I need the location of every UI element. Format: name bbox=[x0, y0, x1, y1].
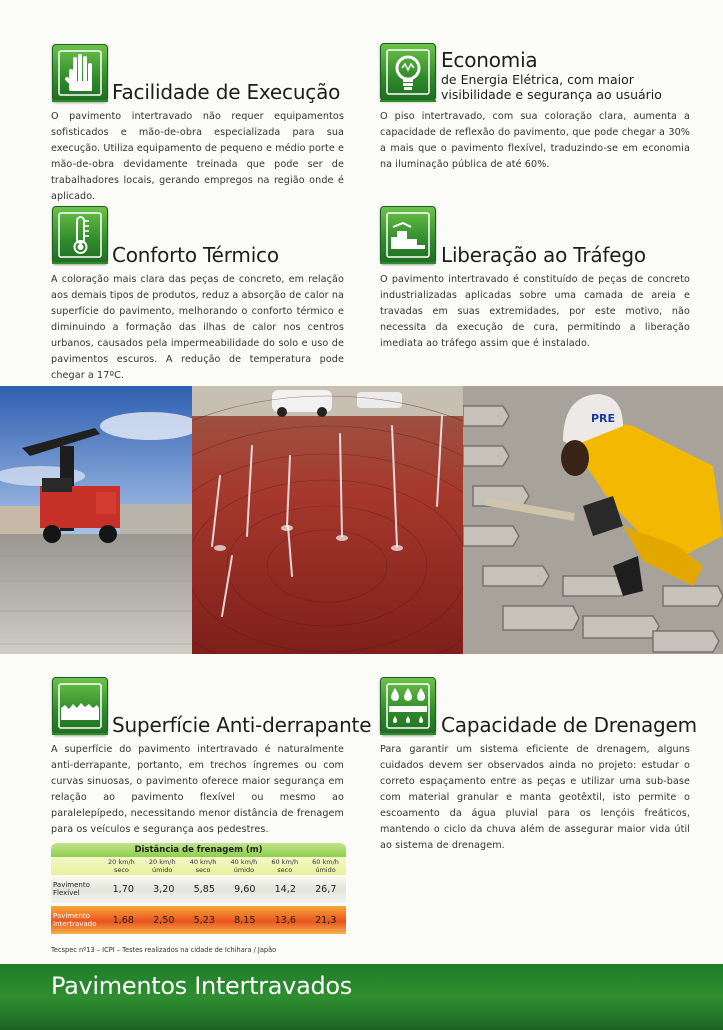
section-title-liberacao: Liberação ao Tráfego bbox=[441, 243, 646, 267]
column-header: 20 km/h úmido bbox=[148, 858, 176, 874]
photo-container-handler bbox=[0, 386, 192, 654]
column-header: 40 km/h úmido bbox=[230, 858, 258, 874]
section-text-economia: O piso intertravado, com sua coloração clara, aumenta a capacidade de reflexão do pavimento, que pode chegar a 30% a mais que o pavimento flexível, traduzindo-se em economia na iluminação pública de até 60%. bbox=[380, 111, 690, 170]
water-drops-icon bbox=[380, 677, 436, 735]
column-header: 60 km/h seco bbox=[271, 858, 299, 874]
section-text-liberacao: O pavimento intertravado é constituído de peças de concreto industrializadas aplicadas sobre uma camada de areia e travadas em suas extremidades, por este motivo, não necessita da execução de cura, permitindo a liberação imediata ao tráfego assim que é instalado. bbox=[380, 274, 690, 349]
section-title-superficie: Superfície Anti-derrapante bbox=[112, 713, 372, 737]
section-text-conforto: A coloração mais clara das peças de concreto, em relação aos demais tipos de produtos, reduz a absorção de calor na superfície do pavimento, melhorando o conforto térmico e diminuindo a formação das ilhas de calor nos centros urbanos, causados pela impermeabilidade do solo e uso de pavimentos escuros. A redução de temperatura pode chegar a 17ºC. bbox=[51, 274, 344, 381]
column-header: 20 km/h seco bbox=[108, 858, 135, 874]
table-cell: 5,85 bbox=[193, 883, 215, 895]
section-text-drenagem: Para garantir um sistema eficiente de drenagem, alguns cuidados devem ser observados ainda no projeto: estudar o correto espaçamento entre as peças e utilizar uma sub-base com material granular e manta geotêxtil, isto permite o escoamento da água pluvial para os lençóis freáticos, mantendo o ciclo da chuva além de assegurar maior vida útil ao sistema de drenagem. bbox=[380, 744, 690, 851]
photo-fountain-plaza bbox=[192, 386, 463, 654]
braking-distance-table bbox=[51, 843, 346, 934]
section-title-drenagem: Capacidade de Drenagem bbox=[441, 713, 697, 737]
table-cell: 13,6 bbox=[274, 914, 296, 926]
section-title-facilidade: Facilidade de Execução bbox=[112, 80, 341, 104]
row-label: Pavimento Intertravado bbox=[53, 912, 97, 928]
table-cell: 1,70 bbox=[112, 883, 134, 895]
table-row bbox=[51, 875, 346, 903]
table-cell: 26,7 bbox=[315, 883, 337, 895]
table-cell: 2,50 bbox=[153, 914, 175, 926]
table-cell: 3,20 bbox=[153, 883, 175, 895]
rough-surface-icon bbox=[52, 677, 108, 735]
table-cell: 5,23 bbox=[193, 914, 215, 926]
table-source-note: Tecspec nº13 – ICPI – Testes realizados na cidade de Ichihara / Japão bbox=[51, 946, 277, 954]
lightbulb-icon bbox=[380, 43, 436, 101]
section-subtitle-economia-2: visibilidade e segurança ao usuário bbox=[441, 87, 662, 102]
row-label: Pavimento Flexível bbox=[53, 881, 90, 897]
section-title-conforto: Conforto Térmico bbox=[112, 243, 279, 267]
section-subtitle-economia-1: de Energia Elétrica, com maior bbox=[441, 72, 634, 87]
thermometer-icon bbox=[52, 206, 108, 264]
paver-steps-icon bbox=[380, 206, 436, 264]
title-rule bbox=[52, 733, 108, 735]
section-title-economia: Economia bbox=[441, 48, 538, 72]
title-rule bbox=[380, 733, 436, 735]
photo-worker-laying-pavers bbox=[463, 386, 723, 654]
worker-cap-text: PRE bbox=[591, 412, 616, 425]
braking-table-title: Distância de frenagem (m) bbox=[51, 843, 346, 857]
section-text-superficie: A superfície do pavimento intertravado é naturalmente anti-derrapante, portanto, em trechos íngremes ou com curvas sinuosas, o pavimento oferece maior segurança em relação ao pavimento flexível ou mesmo ao paralelepípedo, necessitando menor distância de frenagem para os veículos e segurança aos pedestres. bbox=[51, 744, 344, 835]
title-rule bbox=[380, 100, 436, 102]
table-cell: 8,15 bbox=[234, 914, 256, 926]
table-cell: 21,3 bbox=[315, 914, 337, 926]
title-rule bbox=[380, 262, 436, 264]
hand-icon bbox=[52, 44, 108, 102]
title-rule bbox=[52, 100, 108, 102]
table-cell: 14,2 bbox=[274, 883, 296, 895]
footer-title: Pavimentos Intertravados bbox=[51, 972, 353, 1000]
photo-strip bbox=[0, 386, 723, 654]
section-text-facilidade: O pavimento intertravado não requer equipamentos sofisticados e mão-de-obra especializada para sua execução. Utiliza equipamento de pequeno e médio porte e mão-de-obra devidamente treinada que pode ser de trabalhadores locais, gerando empregos na região onde é aplicado. bbox=[51, 111, 344, 202]
column-header: 60 km/h úmido bbox=[312, 858, 339, 874]
table-cell: 9,60 bbox=[234, 883, 256, 895]
braking-table-header-row bbox=[51, 857, 346, 875]
table-cell: 1,68 bbox=[112, 914, 134, 926]
title-rule bbox=[52, 262, 108, 264]
column-header: 40 km/h seco bbox=[189, 858, 217, 874]
table-row bbox=[51, 906, 346, 934]
